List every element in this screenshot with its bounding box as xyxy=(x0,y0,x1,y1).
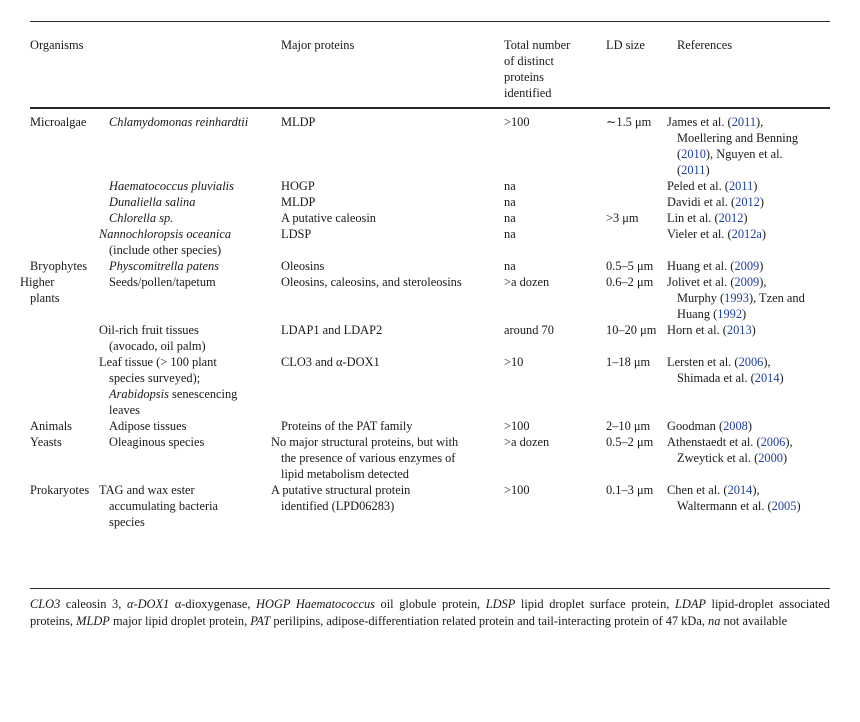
table-row xyxy=(30,210,830,226)
reference-link[interactable]: 2011 xyxy=(728,179,754,193)
organism-cell: Haematococcus pluvialis xyxy=(109,179,234,193)
protein-cell: LDAP1 and LDAP2 xyxy=(281,323,383,337)
number-cell: na xyxy=(504,179,516,193)
group-cell: Animals xyxy=(30,419,72,433)
protein-cell: MLDP xyxy=(281,195,316,209)
reference-link[interactable]: 2009 xyxy=(734,275,760,289)
number-cell: around 70 xyxy=(504,323,554,337)
number-cell: >10 xyxy=(504,355,524,369)
protein-cell: A putative caleosin xyxy=(281,211,376,225)
reference-cell: Jolivet et al. (2009), Murphy (1993), Tzen and Huang (1992) xyxy=(667,275,805,321)
reference-link[interactable]: 2012 xyxy=(735,195,760,209)
table-row xyxy=(30,114,830,178)
number-cell: na xyxy=(504,211,516,225)
reference-link[interactable]: 2014 xyxy=(727,483,753,497)
table-row xyxy=(30,354,830,418)
organism-cell: Physcomitrella patens xyxy=(109,259,220,273)
number-cell: >a dozen xyxy=(504,435,550,449)
top-rule xyxy=(30,21,830,22)
reference-link[interactable]: 2010 xyxy=(681,147,706,161)
reference-link[interactable]: 2011 xyxy=(681,163,706,177)
header-organisms: Organisms xyxy=(30,38,84,52)
size-cell: ∼1.5 μm xyxy=(606,115,652,129)
size-cell: 0.5–2 μm xyxy=(606,435,654,449)
number-cell: na xyxy=(504,195,516,209)
reference-link[interactable]: 2012a xyxy=(731,227,762,241)
table-row xyxy=(30,178,830,194)
protein-cell: CLO3 and α-DOX1 xyxy=(281,355,380,369)
number-cell: na xyxy=(504,227,516,241)
header-ld-size: LD size xyxy=(606,38,645,52)
number-cell: na xyxy=(504,259,516,273)
bottom-rule xyxy=(30,588,830,589)
size-cell: 0.6–2 μm xyxy=(606,275,654,289)
reference-cell: Horn et al. (2013) xyxy=(667,323,756,337)
reference-link[interactable]: 2005 xyxy=(771,499,797,513)
header-references: References xyxy=(677,38,733,52)
reference-cell: Lersten et al. (2006), Shimada et al. (2014) xyxy=(667,355,784,385)
organism-cell: TAG and wax ester accumulating bacteria species xyxy=(99,483,219,529)
reference-cell: Chen et al. (2014), Waltermann et al. (2005) xyxy=(667,483,801,513)
reference-link[interactable]: 1992 xyxy=(717,307,743,321)
group-cell: Microalgae xyxy=(30,115,87,129)
table-row xyxy=(30,482,830,530)
reference-cell: James et al. (2011), Moellering and Benning (2010), Nguyen et al. (2011) xyxy=(667,115,799,177)
protein-cell: Proteins of the PAT family xyxy=(281,419,413,433)
size-cell: 0.5–5 μm xyxy=(606,259,654,273)
size-cell: 0.1–3 μm xyxy=(606,483,654,497)
organism-cell: Chlamydomonas reinhardtii xyxy=(109,115,249,129)
reference-link[interactable]: 2013 xyxy=(726,323,752,337)
reference-link[interactable]: 2008 xyxy=(723,419,748,433)
reference-cell: Davidi et al. (2012) xyxy=(667,195,765,209)
reference-link[interactable]: 2000 xyxy=(758,451,783,465)
header-major-proteins: Major proteins xyxy=(281,38,355,52)
organism-cell: Chlorella sp. xyxy=(109,211,174,225)
organism-cell: Leaf tissue (> 100 plant species surveyed); Arabidopsis senescencing leaves xyxy=(99,355,238,417)
reference-link[interactable]: 2006 xyxy=(738,355,764,369)
table-row xyxy=(30,322,830,354)
reference-link[interactable]: 2009 xyxy=(734,259,760,273)
size-cell: 10–20 μm xyxy=(606,323,657,337)
protein-cell: Oleosins xyxy=(281,259,325,273)
table-row xyxy=(30,434,830,482)
table-row xyxy=(30,418,830,434)
protein-cell: No major structural proteins, but with the presence of various enzymes of lipid metabolism detected xyxy=(271,435,459,481)
organism-cell: Seeds/pollen/tapetum xyxy=(109,275,216,289)
reference-cell: Vieler et al. (2012a) xyxy=(667,227,767,241)
reference-link[interactable]: 1993 xyxy=(724,291,749,305)
table-row xyxy=(30,226,830,258)
number-cell: >100 xyxy=(504,115,530,129)
table-footnote: CLO3 caleosin 3, α-DOX1 α-dioxygenase, HOGP Haematococcus oil globule protein, LDSP lipid droplet surface protein, LDAP lipid-droplet associated proteins, MLDP major lipid droplet protein, PAT perilipins, adipose-differentiation related protein and tail-interacting protein of 47 kDa, na not available xyxy=(30,597,830,628)
organism-cell: Dunaliella salina xyxy=(109,195,196,209)
protein-cell: HOGP xyxy=(281,179,315,193)
table-header-row xyxy=(30,37,830,107)
organism-cell: Nannochloropsis oceanica (include other species) xyxy=(99,227,232,257)
reference-link[interactable]: 2014 xyxy=(754,371,780,385)
reference-cell: Peled et al. (2011) xyxy=(667,179,758,193)
reference-link[interactable]: 2006 xyxy=(760,435,786,449)
table-row xyxy=(30,258,830,274)
group-cell: Bryophytes xyxy=(30,259,88,273)
reference-cell: Lin et al. (2012) xyxy=(667,211,748,225)
group-cell: Yeasts xyxy=(30,435,62,449)
organism-cell: Oleaginous species xyxy=(109,435,205,449)
number-cell: >a dozen xyxy=(504,275,550,289)
protein-cell: A putative structural protein identified (LPD06283) xyxy=(271,483,411,513)
group-cell: Prokaryotes xyxy=(30,483,90,497)
header-total-number: Total number of distinct proteins identified xyxy=(504,38,571,100)
protein-cell: LDSP xyxy=(281,227,312,241)
group-cell: Higher plants xyxy=(20,275,60,305)
size-cell: >3 μm xyxy=(606,211,639,225)
size-cell: 2–10 μm xyxy=(606,419,651,433)
size-cell: 1–18 μm xyxy=(606,355,651,369)
organism-cell: Oil-rich fruit tissues (avocado, oil palm) xyxy=(99,323,206,353)
organism-cell: Adipose tissues xyxy=(109,419,187,433)
lipid-droplet-protein-table xyxy=(20,37,830,530)
reference-link[interactable]: 2012 xyxy=(718,211,744,225)
protein-cell: MLDP xyxy=(281,115,316,129)
reference-link[interactable]: 2011 xyxy=(731,115,757,129)
number-cell: >100 xyxy=(504,419,530,433)
reference-cell: Athenstaedt et al. (2006), Zweytick et al. (2000) xyxy=(667,435,793,465)
reference-cell: Goodman (2008) xyxy=(667,419,753,433)
table-row xyxy=(30,274,830,322)
reference-cell: Huang et al. (2009) xyxy=(667,259,764,273)
number-cell: >100 xyxy=(504,483,530,497)
protein-cell: Oleosins, caleosins, and steroleosins xyxy=(281,275,462,289)
table-row xyxy=(30,194,830,210)
